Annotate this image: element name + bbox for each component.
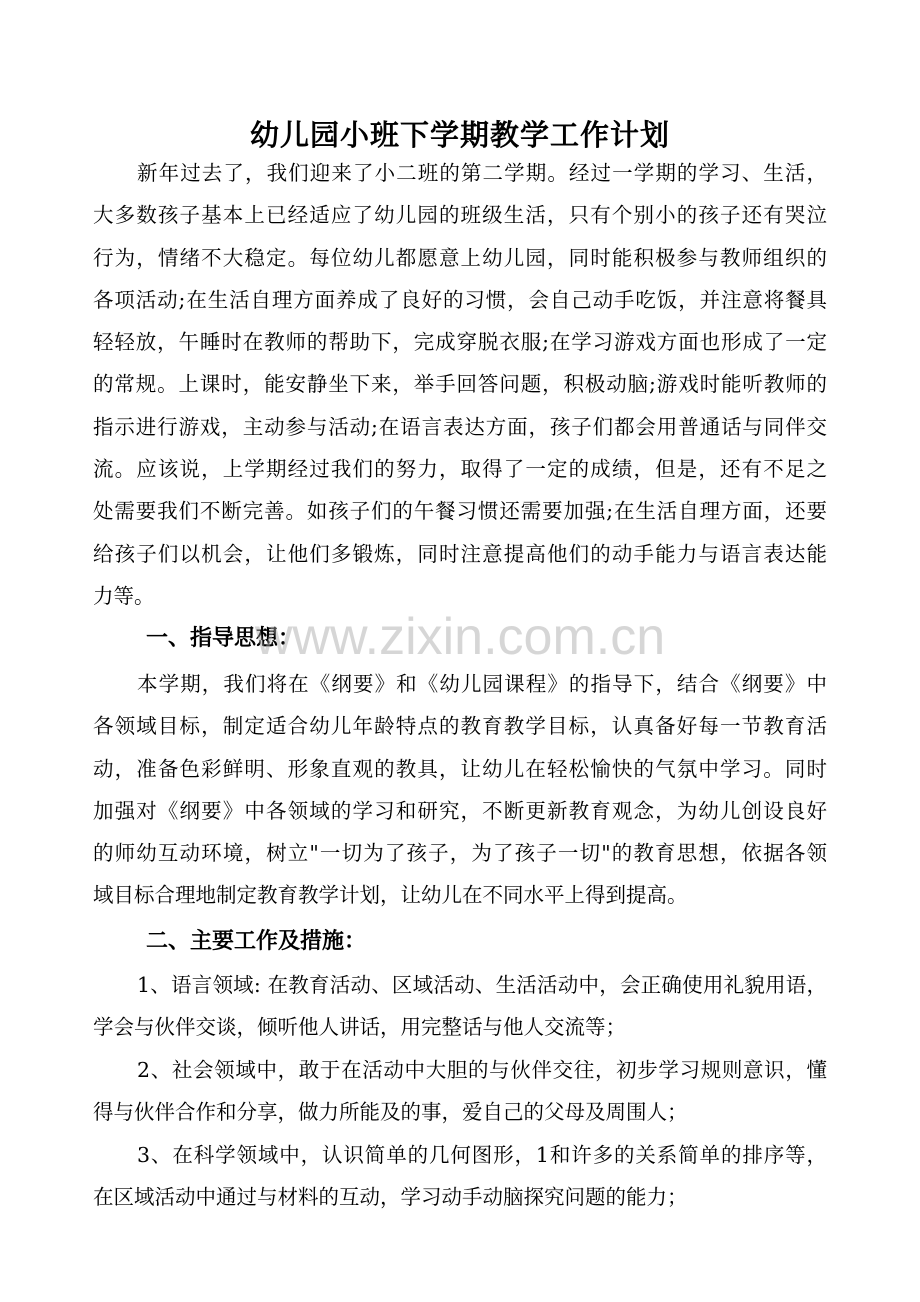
paragraph-line: 的常规。上课时，能安静坐下来，举手回答问题，积极动脑;游戏时能听教师的 [93, 372, 827, 397]
guiding-ideology-paragraph [93, 663, 827, 917]
paragraph-line: 指示进行游戏，主动参与活动;在语言表达方面，孩子们都会用普通话与同伴交 [93, 414, 827, 439]
list-item-social [93, 1049, 827, 1134]
paragraph-line: 得与伙伴合作和分享，做力所能及的事，爱自己的父母及周围人； [93, 1100, 688, 1125]
paragraph-line: 流。应该说，上学期经过我们的努力，取得了一定的成绩，但是，还有不足之 [93, 457, 827, 482]
paragraph-line: 在区域活动中通过与材料的互动，学习动手动脑探究问题的能力； [93, 1185, 688, 1210]
document-title: 幼儿园小班下学期教学工作计划 [249, 118, 670, 152]
intro-paragraph [93, 152, 827, 617]
list-item-science [93, 1134, 827, 1219]
paragraph-line: 轻轻放，午睡时在教师的帮助下，完成穿脱衣服;在学习游戏方面也形成了一定 [93, 330, 827, 355]
paragraph-line: 学会与伙伴交谈，倾听他人讲话，用完整话与他人交流等； [93, 1015, 626, 1040]
watermark: www.zixin.com.cn [254, 608, 666, 666]
paragraph-line: 加强对《纲要》中各领域的学习和研究，不断更新教育观念，为幼儿创设良好 [93, 798, 827, 823]
paragraph-line: 的师幼互动环境，树立"一切为了孩子，为了孩子一切"的教育思想，依据各领 [93, 841, 827, 866]
paragraph-line: 本学期，我们将在《纲要》和《幼儿园课程》的指导下，结合《纲要》中 [137, 672, 827, 696]
paragraph-line: 各项活动;在生活自理方面养成了良好的习惯，会自己动手吃饭，并注意将餐具 [93, 287, 827, 312]
paragraph-line: 新年过去了，我们迎来了小二班的第二学期。经过一学期的学习、生活， [137, 161, 827, 185]
paragraph-line: 域目标合理地制定教育教学计划，让幼儿在不同水平上得到提高。 [93, 883, 688, 908]
section-heading-guiding-ideology: 一、指导思想： [146, 625, 301, 651]
paragraph-line: 力等。 [93, 583, 155, 608]
paragraph-line: 动，准备色彩鲜明、形象直观的教具，让幼儿在轻松愉快的气氛中学习。同时 [93, 756, 827, 781]
paragraph-line: 3、在科学领域中，认识简单的几何图形，1和许多的关系简单的排序等， [137, 1143, 827, 1167]
section-heading-main-work: 二、主要工作及措施： [146, 928, 367, 954]
paragraph-line: 2、社会领域中，敢于在活动中大胆的与伙伴交往，初步学习规则意识，懂 [137, 1058, 827, 1082]
paragraph-line: 大多数孩子基本上已经适应了幼儿园的班级生活，只有个别小的孩子还有哭泣 [93, 203, 827, 228]
paragraph-line: 各领域目标，制定适合幼儿年龄特点的教育教学目标，认真备好每一节教育活 [93, 714, 827, 739]
paragraph-line: 1、语言领域: 在教育活动、区域活动、生活活动中，会正确使用礼貌用语， [137, 973, 827, 997]
list-item-language [93, 964, 827, 1049]
paragraph-line: 给孩子们以机会，让他们多锻炼，同时注意提高他们的动手能力与语言表达能 [93, 541, 827, 566]
paragraph-line: 行为，情绪不大稳定。每位幼儿都愿意上幼儿园，同时能积极参与教师组织的 [93, 245, 827, 270]
paragraph-line: 处需要我们不断完善。如孩子们的午餐习惯还需要加强;在生活自理方面，还要 [93, 499, 827, 524]
